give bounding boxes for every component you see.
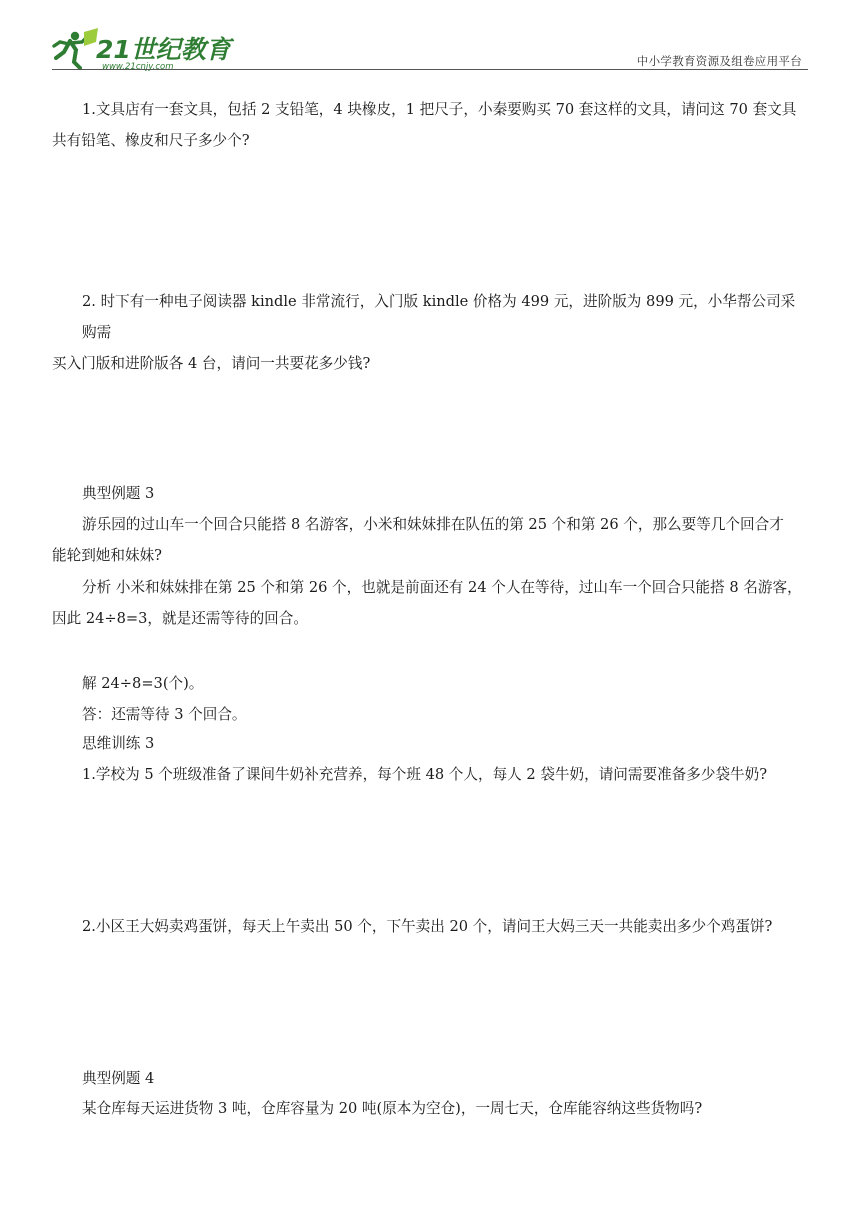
question-2-line-2: 买入门版和进阶版各 4 台，请问一共要花多少钱? [52, 355, 371, 372]
example-3-question-line-2: 能轮到她和妹妹? [52, 547, 162, 564]
question-1-line-2: 共有铅笔、橡皮和尺子多少个? [52, 132, 250, 149]
example-3-analysis-line-1: 分析 小米和妹妹排在第 25 个和第 26 个，也就是前面还有 24 个人在等待，过山车一个回合只能搭 8 名游客， [82, 579, 802, 596]
example-3-question-line-1: 游乐园的过山车一个回合只能搭 8 名游客，小米和妹妹排在队伍的第 25 个和第 26 个，那么要等几个回合才 [82, 516, 784, 533]
example-3-analysis-line-2: 因此 24÷8=3，就是还需等待的回合。 [52, 610, 308, 627]
platform-tagline: 中小学教育资源及组卷应用平台 [636, 54, 802, 68]
header-divider [52, 69, 808, 70]
runner-icon [54, 28, 98, 68]
example-3-question [52, 509, 808, 571]
question-2 [52, 286, 808, 379]
example-3-analysis [52, 572, 808, 634]
question-1 [52, 94, 808, 156]
brand-main-text: 21世纪教育 [96, 35, 231, 64]
site-logo [50, 28, 240, 72]
question-1-line-1: 1.文具店有一套文具，包括 2 支铅笔，4 块橡皮，1 把尺子，小秦要购买 70 套这样的文具，请问这 70 套文具 [82, 101, 797, 118]
page-header [0, 0, 860, 74]
training-3-title: 思维训练 3 [82, 735, 155, 752]
question-2-line-1: 2. 时下有一种电子阅读器 kindle 非常流行，入门版 kindle 价格为 499 元，进阶版为 899 元，小华帮公司采购需 [82, 293, 796, 341]
training-3-question-2: 2.小区王大妈卖鸡蛋饼，每天上午卖出 50 个，下午卖出 20 个，请问王大妈三天一共能卖出多少个鸡蛋饼? [82, 918, 773, 935]
brand-url-text: www.21cnjy.com [102, 62, 174, 72]
example-4-title: 典型例题 4 [82, 1070, 155, 1087]
example-3-title: 典型例题 3 [82, 485, 155, 502]
example-4-question: 某仓库每天运进货物 3 吨，仓库容量为 20 吨(原本为空仓)，一周七天，仓库能容纳这些货物吗? [82, 1100, 703, 1117]
example-3-solution: 解 24÷8=3(个)。 [82, 675, 204, 692]
training-3-question-1: 1.学校为 5 个班级准备了课间牛奶补充营养，每个班 48 个人，每人 2 袋牛奶，请问需要准备多少袋牛奶? [82, 766, 768, 783]
example-3-answer: 答：还需等待 3 个回合。 [82, 706, 247, 723]
